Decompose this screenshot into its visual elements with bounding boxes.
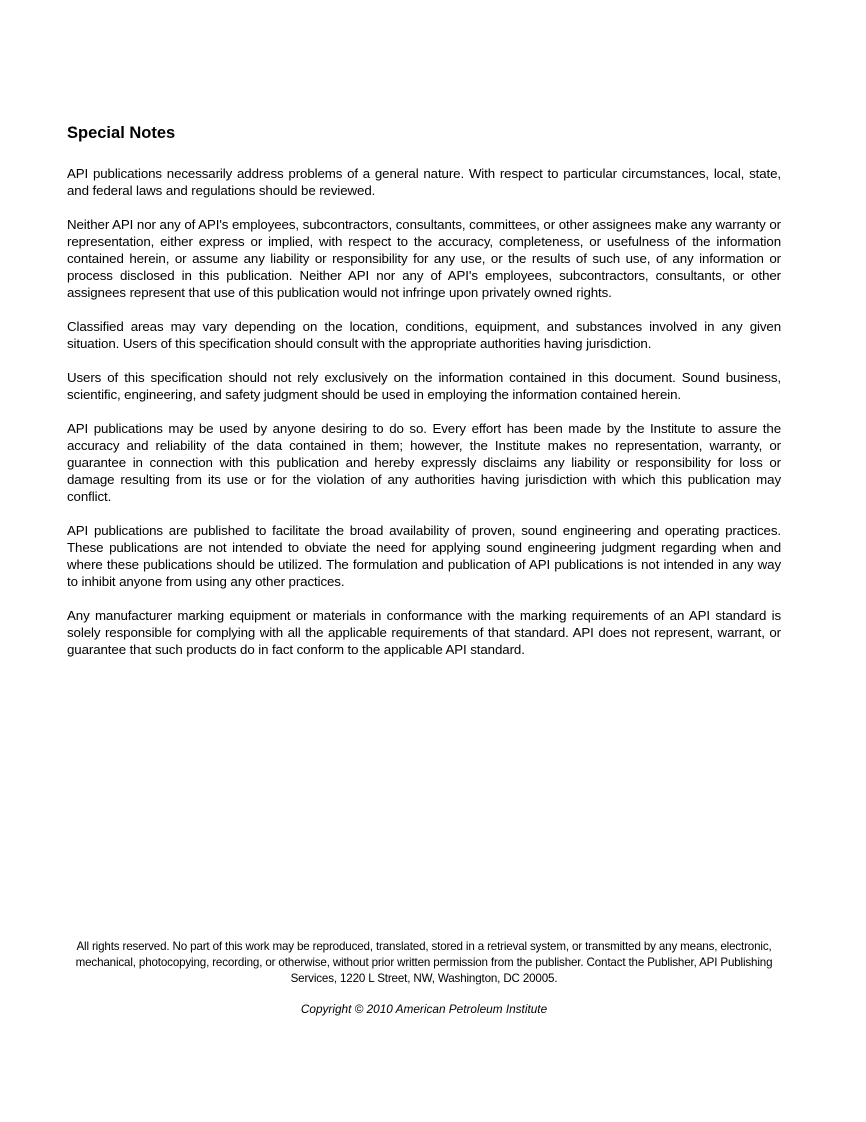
footer bbox=[60, 939, 788, 1017]
paragraph-warranty-disclaimer: Neither API nor any of API's employees, subcontractors, consultants, committees, or other assignees make any warranty or representation, either express or implied, with respect to the accuracy, completeness, or usefulness of the information contained herein, or assume any liability or responsibility for any use, or the results of such use, of any information or process disclosed in this publication. Neither API nor any of API's employees, subcontractors, consultants, or other assignees represent that use of this publication would not infringe upon privately owned rights. bbox=[67, 217, 781, 300]
page-title: Special Notes bbox=[67, 124, 176, 142]
paragraph-general-nature: API publications necessarily address problems of a general nature. With respect to particular circumstances, local, state, and federal laws and regulations should be reviewed. bbox=[67, 166, 781, 198]
paragraph-users-judgment: Users of this specification should not rely exclusively on the information contained in this document. Sound business, scientific, engineering, and safety judgment should be used in employing the information contained herein. bbox=[67, 370, 781, 402]
notes-body bbox=[67, 165, 781, 675]
rights-notice: All rights reserved. No part of this work may be reproduced, translated, stored in a retrieval system, or transmitted by any means, electronic, mechanical, photocopying, recording, or otherwise, without prior written permission from the publisher. Contact the Publisher, API Publishing Services, 1220 L Street, NW, Washington, DC 20005. bbox=[75, 940, 773, 985]
paragraph-manufacturer-marking: Any manufacturer marking equipment or materials in conformance with the marking requirements of an API standard is solely responsible for complying with all the applicable requirements of that standard. API does not represent, warrant, or guarantee that such products do in fact conform to the applicable API standard. bbox=[67, 608, 781, 657]
paragraph-publication-purpose: API publications are published to facilitate the broad availability of proven, sound engineering and operating practices. These publications are not intended to obviate the need for applying sound engineering judgment regarding when and where these publications should be utilized. The formulation and publication of API publications is not intended in any way to inhibit anyone from using any other practices. bbox=[67, 523, 781, 589]
paragraph-classified-areas: Classified areas may vary depending on the location, conditions, equipment, and substances involved in any given situation. Users of this specification should consult with the appropriate authorities having jurisdiction. bbox=[67, 319, 781, 351]
copyright-notice: Copyright © 2010 American Petroleum Institute bbox=[300, 1002, 548, 1016]
paragraph-accuracy-reliability: API publications may be used by anyone desiring to do so. Every effort has been made by the Institute to assure the accuracy and reliability of the data contained in them; however, the Institute makes no representation, warranty, or guarantee in connection with this publication and hereby expressly disclaims any liability or responsibility for loss or damage resulting from its use or for the violation of any authorities having jurisdiction with which this publication may conflict. bbox=[67, 421, 781, 504]
